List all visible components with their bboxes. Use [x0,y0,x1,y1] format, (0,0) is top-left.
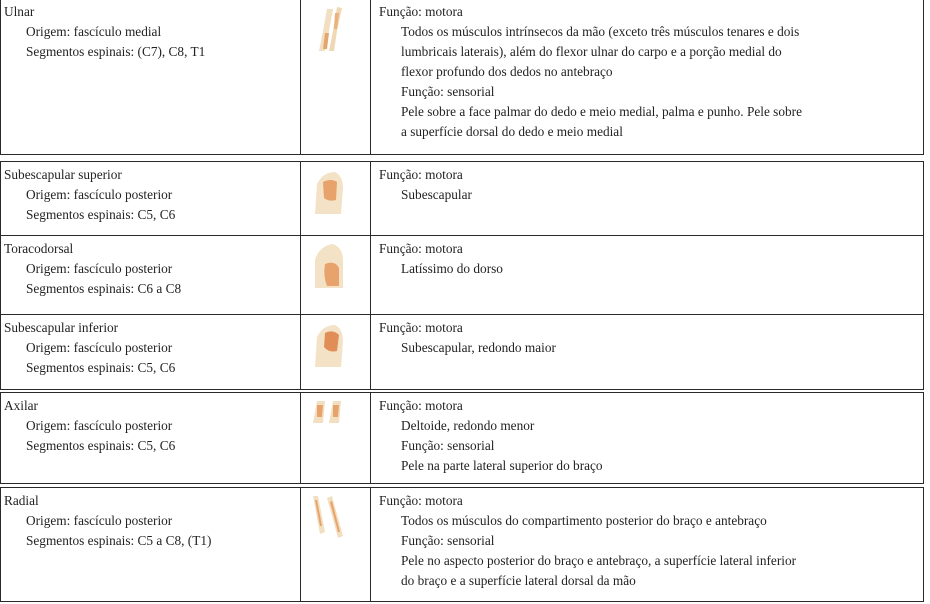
motor-label: Função: motora [379,4,463,19]
illustration-cell [301,236,371,314]
nerve-name: Radial [4,493,39,508]
sensory-label: Função: sensorial [401,533,495,548]
table-row-subescapular-inferior [0,314,924,390]
nerve-origin: Origem: fascículo posterior [26,187,173,202]
table-row-axilar [0,392,924,484]
motor-text-line: lumbricais laterais), além do flexor ulnar do carpo e a porção medial do [401,44,782,59]
nerve-info-cell [1,162,301,235]
motor-text-line: Subescapular, redondo maior [401,340,556,355]
illustration-cell [301,0,371,154]
motor-text-line: Todos os músculos intrínsecos da mão (exceto três músculos tenares e dois [401,24,800,39]
sensory-text-line: a superfície dorsal do dedo e meio medial [401,124,623,139]
nerve-info-cell [1,315,301,389]
nerve-segments: Segmentos espinais: C5, C6 [26,207,176,222]
nerve-segments: Segmentos espinais: C5, C6 [26,360,176,375]
table-row-ulnar [0,0,924,155]
nerve-origin: Origem: fascículo posterior [26,261,173,276]
function-cell [371,488,923,601]
nerve-origin: Origem: fascículo medial [26,24,162,39]
nerve-segments: Segmentos espinais: C5, C6 [26,438,176,453]
nerve-name: Axilar [4,398,38,413]
arm-axillary-illustration [309,397,349,427]
table-row-toracodorsal [0,235,924,315]
nerve-name: Ulnar [4,4,35,19]
motor-text-line: Todos os músculos do compartimento posterior do braço e antebraço [401,513,767,528]
back-latissimus-illustration [309,240,349,290]
sensory-text-line: do braço e a superfície lateral dorsal da mão [401,573,636,588]
nerve-name: Subescapular superior [4,167,122,182]
nerve-segments: Segmentos espinais: C6 a C8 [26,281,182,296]
nerve-name: Subescapular inferior [4,320,119,335]
illustration-cell [301,162,371,235]
nerve-segments: Segmentos espinais: (C7), C8, T1 [26,44,206,59]
nerve-info-cell [1,236,301,314]
motor-text-line: Deltoide, redondo menor [401,418,535,433]
arm-radial-illustration [309,492,349,542]
motor-label: Função: motora [379,167,463,182]
table-row-radial [0,487,924,602]
motor-label: Função: motora [379,241,463,256]
sensory-label: Função: sensorial [401,84,495,99]
arm-ulnar-illustration [309,3,349,53]
illustration-cell [301,488,371,601]
nerve-origin: Origem: fascículo posterior [26,340,173,355]
function-cell [371,162,923,235]
nerve-origin: Origem: fascículo posterior [26,513,173,528]
illustration-cell [301,393,371,483]
function-cell [371,0,923,154]
motor-label: Função: motora [379,493,463,508]
function-cell [371,236,923,314]
nerve-info-cell [1,393,301,483]
shoulder-teres-major-illustration [309,319,349,369]
function-cell [371,393,923,483]
sensory-text-line: Pele na parte lateral superior do braço [401,458,603,473]
motor-text-line: Subescapular [401,187,472,202]
motor-label: Função: motora [379,320,463,335]
sensory-text-line: Pele no aspecto posterior do braço e antebraço, a superfície lateral inferior [401,553,797,568]
sensory-label: Função: sensorial [401,438,495,453]
illustration-cell [301,315,371,389]
nerve-info-cell [1,0,301,154]
nerve-segments: Segmentos espinais: C5 a C8, (T1) [26,533,212,548]
shoulder-subscapular-illustration [309,166,349,216]
nerve-info-cell [1,488,301,601]
motor-text-line: flexor profundo dos dedos no antebraço [401,64,613,79]
function-cell [371,315,923,389]
motor-label: Função: motora [379,398,463,413]
table-row-subescapular-superior [0,161,924,236]
nerve-name: Toracodorsal [4,241,74,256]
motor-text-line: Latíssimo do dorso [401,261,503,276]
nerve-origin: Origem: fascículo posterior [26,418,173,433]
sensory-text-line: Pele sobre a face palmar do dedo e meio medial, palma e punho. Pele sobre [401,104,802,119]
